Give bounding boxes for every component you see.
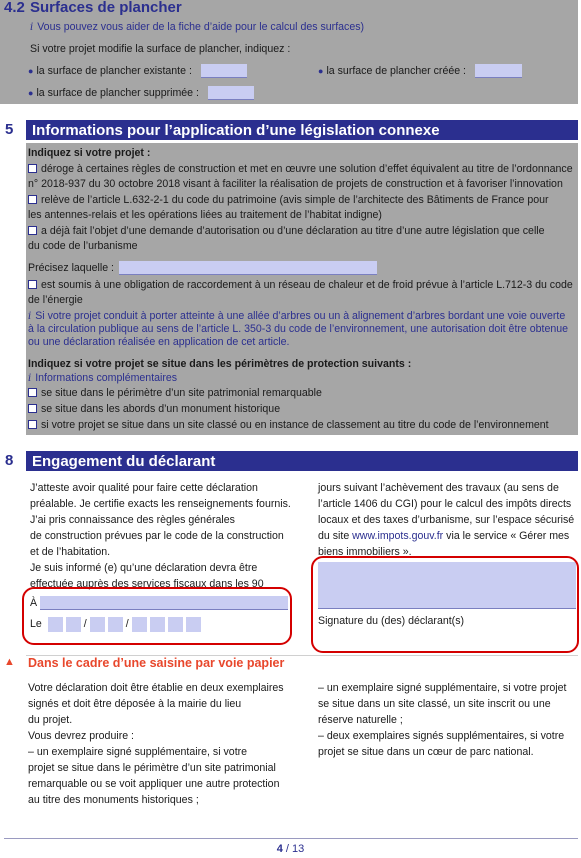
section-8-title: Engagement du déclarant (26, 451, 578, 471)
paper-left-7: remarquable ou se voit appliquer une autre protection (28, 778, 280, 790)
surface-created-input[interactable] (475, 64, 522, 78)
surface-deleted-input[interactable] (208, 86, 254, 100)
cb-autre-legislation[interactable] (28, 226, 37, 235)
a-row: À (30, 596, 288, 611)
p3-row: si votre projet se situe dans un site classé ou en instance de classement au titre du code de l’environnement (28, 418, 549, 433)
cb3-row: a déjà fait l’objet d’une demande d’autorisation ou d’une déclaration au titre d’une autre législation que celle (28, 224, 545, 239)
paper-left-4: Vous devrez produire : (28, 730, 134, 742)
paper-title: Dans le cadre d’une saisine par voie papier (28, 656, 285, 670)
engagement-right-4: du site www.impots.gouv.fr via le service « Gérer mes (318, 530, 570, 542)
info-icon: i (28, 373, 32, 384)
surface-existing-row: ● la surface de plancher existante : (28, 64, 247, 79)
surface-deleted-row: ● la surface de plancher supprimée : (28, 86, 254, 101)
engagement-left-6: Je suis informé (e) qu’une déclaration devra être (30, 562, 258, 574)
engagement-left-4: de construction prévues par le code de la construction (30, 530, 284, 542)
paper-right-5: projet se situe dans un cœur de parc national. (318, 746, 534, 758)
signature-label: Signature du (des) déclarant(s) (318, 615, 465, 627)
info-compl[interactable]: i Informations complémentaires (28, 372, 178, 384)
paper-left-5: – un exemplaire signé supplémentaire, si votre (28, 746, 248, 758)
section-4-2-number: 4.2 (4, 0, 25, 16)
paper-left-6: projet se situe dans le périmètre d’un site patrimonial (28, 762, 276, 774)
precisez-row: Précisez laquelle : (28, 261, 377, 276)
section-5-number: 5 (5, 121, 14, 138)
arbres-info-2: à la circulation publique au sens de l’article L. 350-3 du code de l’environnement, une autorisation doit être obtenue (28, 323, 569, 335)
engagement-left-5: et de l’habitation. (30, 546, 111, 558)
p1-row: se situe dans le périmètre d’un site patrimonial remarquable (28, 386, 322, 401)
engagement-left-7: effectuée auprès des services fiscaux dans les 90 (30, 578, 264, 590)
cb-ordonnance[interactable] (28, 164, 37, 173)
p2-row: se situe dans les abords d’un monument historique (28, 402, 280, 417)
cb-patrimoine[interactable] (28, 195, 37, 204)
paper-left-8: au titre des monuments historiques ; (28, 794, 199, 806)
cb4-row: est soumis à une obligation de raccordement à un réseau de chaleur et de froid prévue à l’article L.712-3 du code (28, 278, 573, 293)
lieu-date-highlight (22, 587, 292, 645)
surface-created-row: ● la surface de plancher créée : (318, 64, 522, 79)
impots-link[interactable]: www.impots.gouv.fr (352, 530, 444, 542)
arbres-info: i Si votre projet conduit à porter atteinte à une allée d’arbres ou un à alignement d’arbres bordant une voie ouverte (28, 310, 566, 322)
cb4-row-2: de l’énergie (28, 294, 83, 306)
indiquez-label: Indiquez si votre projet : (28, 147, 151, 159)
engagement-right-5: biens immobiliers ». (318, 546, 412, 558)
bullet-icon: ● (28, 66, 34, 76)
cb-monument-historique[interactable] (28, 404, 37, 413)
info-icon: i (30, 22, 34, 33)
bullet-icon: ● (28, 88, 34, 98)
section-8-number: 8 (5, 452, 14, 469)
section-5-title: Informations pour l’application d’une législation connexe (26, 120, 578, 140)
surface-existing-input[interactable] (201, 64, 247, 78)
cb3-row-2: du code de l’urbanisme (28, 240, 138, 252)
signature-highlight (311, 556, 579, 653)
cb2-row: relève de l’article L.632-2-1 du code du patrimoine (avis simple de l’architecte des Bâtiments de France pour (28, 193, 549, 208)
precisez-input[interactable] (119, 261, 377, 275)
cb-reseau-chaleur[interactable] (28, 280, 37, 289)
cb-site-patrimonial[interactable] (28, 388, 37, 397)
engagement-right-3: locaux et des taxes d’urbanisme, sur l’espace sécurisé (318, 514, 575, 526)
cb1-row: déroge à certaines règles de construction et met en œuvre une solution d’effet équivalent au titre de l’ordonnance (28, 162, 573, 177)
arbres-info-3: ou une déclaration réalisée en application de cet article. (28, 336, 290, 348)
engagement-right-1: jours suivant l’achèvement des travaux (au sens de (318, 482, 559, 494)
cb-site-classe[interactable] (28, 420, 37, 429)
engagement-left-3: J’ai pris connaissance des règles générales (30, 514, 235, 526)
date-row: Le / / (30, 617, 204, 632)
warning-icon: ▲ (4, 656, 15, 668)
paper-right-3: réserve naturelle ; (318, 714, 403, 726)
paper-left-2: signés et doit être déposée à la mairie du lieu (28, 698, 242, 710)
surface-intro: Si votre projet modifie la surface de plancher, indiquez : (30, 43, 291, 55)
perimetres-title: Indiquez si votre projet se situe dans les périmètres de protection suivants : (28, 358, 412, 370)
section-4-2-title: Surfaces de plancher (30, 0, 182, 16)
info-icon: i (28, 311, 32, 322)
engagement-left-1: J’atteste avoir qualité pour faire cette déclaration (30, 482, 258, 494)
cb1-row-2: n° 2018-937 du 30 octobre 2018 visant à faciliter la réalisation de projets de construction et à favoriser l’innovation (28, 178, 563, 190)
paper-left-1: Votre déclaration doit être établie en deux exemplaires (28, 682, 284, 694)
bullet-icon: ● (318, 66, 324, 76)
surface-help-info: i Vous pouvez vous aider de la fiche d’aide pour le calcul des surfaces) (30, 21, 365, 33)
engagement-right-2: l’article 1406 du CGI) pour le calcul des impôts directs (318, 498, 572, 510)
paper-right-4: – deux exemplaires signés supplémentaires, si votre (318, 730, 565, 742)
paper-right-1: – un exemplaire signé supplémentaire, si votre projet (318, 682, 567, 694)
page-number: 4 / 13 (276, 843, 305, 855)
engagement-left-2: préalable. Je certifie exacts les renseignements fournis. (30, 498, 291, 510)
paper-left-3: du projet. (28, 714, 73, 726)
footer-rule (4, 838, 578, 839)
paper-right-2: se situe dans un site classé, un site inscrit ou une (318, 698, 551, 710)
cb2-row-2: les antennes-relais et les opérations liées au traitement de l’habitat indigne) (28, 209, 382, 221)
